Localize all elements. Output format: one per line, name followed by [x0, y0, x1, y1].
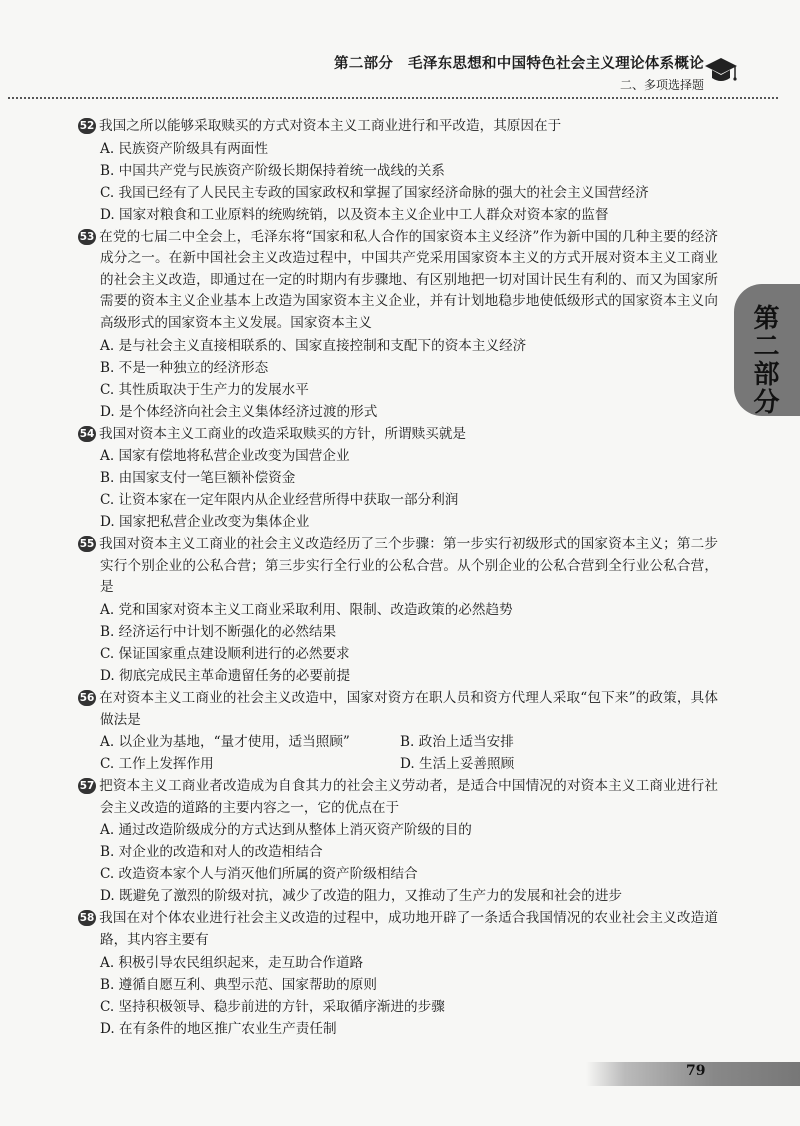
- option-b: B. 对企业的改造和对人的改造相结合: [100, 844, 323, 861]
- option-a: A. 通过改造阶级成分的方式达到从整体上消灭资产阶级的目的: [100, 822, 472, 839]
- option-d: D. 彻底完成民主革命遗留任务的必要前提: [100, 667, 351, 684]
- option-c: C. 坚持积极领导、稳步前进的方针，采取循序渐进的步骤: [100, 998, 445, 1015]
- question-number-badge: 53: [79, 230, 95, 243]
- option-d: D. 是个体经济向社会主义集体经济过渡的形式: [100, 403, 378, 420]
- question-stem: 在对资本主义工商业的社会主义改造中，国家对资方在职人员和资方代理人采取“包下来”的政策，具体做法是: [99, 689, 718, 728]
- question-number-badge: 55: [79, 538, 95, 551]
- option-b: B. 不是一种独立的经济形态: [100, 359, 269, 376]
- option-c: C. 让资本家在一定年限内从企业经营所得中获取一部分利润: [100, 492, 459, 509]
- option-d: D. 在有条件的地区推广农业生产责任制: [100, 1020, 337, 1037]
- option-c: C. 我国已经有了人民民主专政的国家政权和掌握了国家经济命脉的强大的社会主义国营经济: [100, 184, 649, 201]
- header-title: 第二部分 毛泽东思想和中国特色社会主义理论体系概论: [334, 56, 704, 72]
- header-subtitle: 二、多项选择题: [619, 78, 704, 92]
- graduation-cap-icon: [704, 54, 738, 88]
- page-header: [0, 48, 800, 98]
- option-a: A. 以企业为基地，“量才使用，适当照顾”: [100, 734, 350, 751]
- option-grid: [100, 731, 718, 775]
- question-stem: 我国对资本主义工商业的社会主义改造经历了三个步骤：第一步实行初级形式的国家资本主义；第二步实行个别企业的公私合营；第三步实行全行业的公私合营。从个别企业的公私合营到全行业公私合营，是: [99, 536, 718, 596]
- option-c: C. 其性质取决于生产力的发展水平: [100, 381, 309, 398]
- question-number-badge: 58: [79, 912, 95, 925]
- question-list: [78, 116, 718, 1041]
- option-b: B. 经济运行中计划不断强化的必然结果: [100, 623, 337, 640]
- page-number: 79: [686, 1063, 706, 1079]
- option-b: B. 中国共产党与民族资产阶级长期保持着统一战线的关系: [100, 162, 445, 179]
- side-tab-label: 第二部分: [749, 304, 779, 416]
- option-c: C. 工作上发挥作用: [100, 756, 214, 773]
- question-55: [78, 534, 718, 687]
- question-54: [78, 424, 718, 534]
- option-d: D. 国家对粮食和工业原料的统购统销，以及资本主义企业中工人群众对资本家的监督: [100, 206, 609, 223]
- option-a: A. 民族资产阶级具有两面性: [100, 140, 268, 157]
- question-58: [78, 908, 718, 1039]
- option-a: A. 国家有偿地将私营企业改变为国营企业: [100, 448, 350, 465]
- question-stem: 我国对资本主义工商业的改造采取赎买的方针，所谓赎买就是: [99, 425, 467, 442]
- question-53: [78, 227, 718, 423]
- question-number-badge: 57: [79, 780, 95, 793]
- question-stem: 把资本主义工商业者改造成为自食其力的社会主义劳动者，是适合中国情况的对资本主义工商业进行社会主义改造的道路的主要内容之一，它的优点在于: [99, 778, 718, 816]
- option-d: D. 生活上妥善照顾: [400, 756, 515, 773]
- question-number-badge: 52: [79, 120, 95, 132]
- question-57: [78, 776, 718, 907]
- section-side-tab: [734, 284, 800, 416]
- option-c: C. 改造资本家个人与消灭他们所属的资产阶级相结合: [100, 866, 418, 883]
- option-b: B. 政治上适当安排: [400, 734, 514, 751]
- option-c: C. 保证国家重点建设顺利进行的必然要求: [100, 645, 350, 662]
- question-number-badge: 54: [79, 427, 95, 440]
- question-stem: 我国之所以能够采取赎买的方式对资本主义工商业进行和平改造，其原因在于: [99, 118, 562, 134]
- option-d: D. 既避免了激烈的阶级对抗，减少了改造的阻力，又推动了生产力的发展和社会的进步: [100, 888, 623, 905]
- option-a: A. 是与社会主义直接相联系的、国家直接控制和支配下的资本主义经济: [100, 337, 527, 354]
- option-b: B. 遵循自愿互利、典型示范、国家帮助的原则: [100, 976, 377, 993]
- question-stem: 我国在对个体农业进行社会主义改造的过程中，成功地开辟了一条适合我国情况的农业社会主义改造道路，其内容主要有: [99, 910, 718, 948]
- option-a: A. 党和国家对资本主义工商业采取利用、限制、改造政策的必然趋势: [100, 601, 513, 618]
- question-56: [78, 688, 718, 775]
- option-d: D. 国家把私营企业改变为集体企业: [100, 514, 310, 531]
- header-divider: [8, 97, 778, 99]
- question-52: [78, 116, 718, 226]
- option-a: A. 积极引导农民组织起来，走互助合作道路: [100, 954, 364, 971]
- question-number-badge: 56: [79, 691, 95, 704]
- option-b: B. 由国家支付一笔巨额补偿资金: [100, 470, 296, 487]
- question-stem: 在党的七届二中全会上，毛泽东将“国家和私人合作的国家资本主义经济”作为新中国的几种主要的经济成分之一。在新中国社会主义改造过程中，中国共产党采用国家资本主义的方式开展对资本主义工商业的社会主义改造，即通过在一定的时期内有步骤地、有区别地把一切对国计民生有利的、而又为国家所需要的资本主义企业基本上改造为国家资本主义企业，并有计划地稳步地使低级形式的国家资本主义向高级形式的国家资本主义发展。国家资本主义: [99, 228, 718, 331]
